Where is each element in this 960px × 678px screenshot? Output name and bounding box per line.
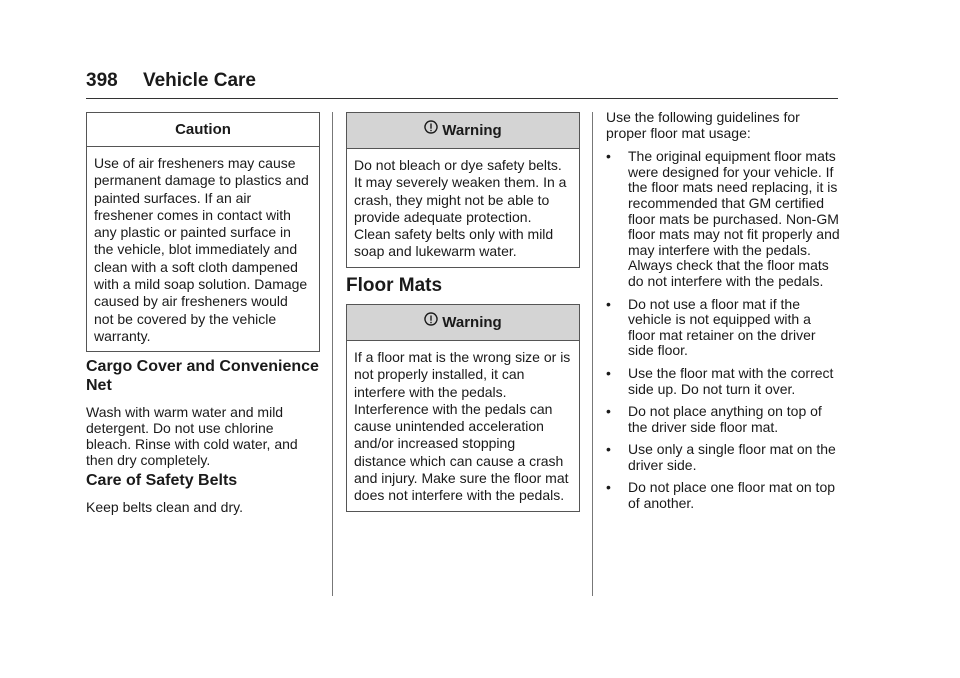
floor-mat-guidelines <box>606 110 842 519</box>
warning-body: If a floor mat is the wrong size or is not properly installed, it can interfere with the pedals. Interference with the pedals can cause unintended acceleration and/or increased stopping distance which can cause a crash and injury. Make sure the floor mat does not interfere with the pedals. <box>354 349 571 504</box>
warning-title: Warning <box>442 314 502 331</box>
bullet: • <box>606 364 611 381</box>
list-item: • Do not place one floor mat on top of another. <box>606 479 836 512</box>
cargo-section <box>86 357 320 468</box>
safety-belts-section <box>86 471 320 515</box>
guidelines-list <box>606 149 842 511</box>
bullet: • <box>606 403 611 420</box>
caution-body: Use of air fresheners may cause permanent damage to plastics and painted surfaces. If an air freshener comes in contact with any plastic or painted surface in the vehicle, blot immediately and clean with a soft cloth dampened with a mild soap solution. Damage caused by air fresheners would not be covered by the vehicle warranty. <box>94 155 309 344</box>
floor-mats-heading: Floor Mats <box>346 275 443 296</box>
bullet: • <box>606 479 611 496</box>
warning-header <box>347 113 579 149</box>
column-divider-right <box>592 112 593 596</box>
bullet: • <box>606 441 611 458</box>
list-item: • Use the floor mat with the correct side up. Do not turn it over. <box>606 364 834 397</box>
warning-icon <box>424 312 438 331</box>
warning-header <box>347 305 579 341</box>
bullet: • <box>606 148 611 165</box>
warning-icon <box>424 120 438 139</box>
column-divider-left <box>332 112 333 596</box>
section-title: Vehicle Care <box>142 70 257 91</box>
list-item: • Do not place anything on top of the driver side floor mat. <box>606 403 822 435</box>
page-number: 398 <box>86 70 118 91</box>
caution-title: Caution <box>87 113 319 147</box>
safety-belts-body: Keep belts clean and dry. <box>86 499 243 515</box>
cargo-body: Wash with warm water and mild detergent. Do not use chlorine bleach. Rinse with cold water, and then dry completely. <box>86 404 298 468</box>
header-rule <box>86 98 838 99</box>
warning-title: Warning <box>442 122 502 139</box>
bullet: • <box>606 295 611 312</box>
guidelines-intro: Use the following guidelines for proper floor mat usage: <box>606 109 800 141</box>
list-item: • Do not use a floor mat if the vehicle is not equipped with a floor mat retainer on the driver side floor. <box>606 295 816 359</box>
list-item: • Use only a single floor mat on the driver side. <box>606 441 836 473</box>
safety-belts-heading: Care of Safety Belts <box>86 472 238 489</box>
page-header <box>86 70 256 92</box>
warning-box-floor-mats <box>346 304 580 512</box>
caution-box <box>86 112 320 352</box>
cargo-heading: Cargo Cover and Convenience Net <box>86 358 319 394</box>
warning-box-safety-belts <box>346 112 580 268</box>
warning-body: Do not bleach or dye safety belts. It may severely weaken them. In a crash, they might not be able to provide adequate protection. Clean safety belts only with mild soap and lukewarm water. <box>354 157 567 260</box>
list-item: • The original equipment floor mats were designed for your vehicle. If the floor mats need replacing, it is recommended that GM certified floor mats be purchased. Non-GM floor mats may not fit properly and may interfere with the pedals. Always check that the floor mats do not interfere with the pedals. <box>606 148 840 289</box>
